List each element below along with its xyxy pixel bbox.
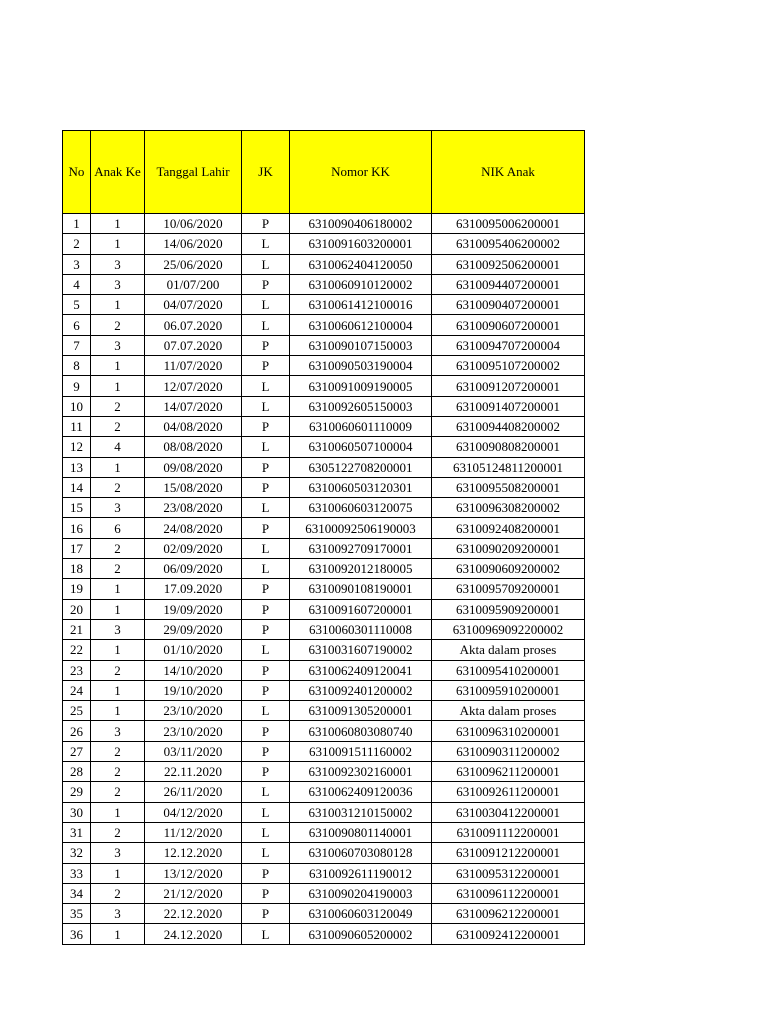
cell-nomor-kk: 6310091305200001: [290, 701, 432, 721]
cell-no: 20: [63, 599, 91, 619]
header-tanggal-lahir: Tanggal Lahir: [145, 131, 242, 214]
cell-jk: P: [242, 619, 290, 639]
cell-no: 36: [63, 924, 91, 944]
cell-jk: L: [242, 538, 290, 558]
cell-anak-ke: 1: [91, 680, 145, 700]
table-row: [63, 396, 585, 416]
header-nomor-kk: Nomor KK: [290, 131, 432, 214]
cell-jk: L: [242, 396, 290, 416]
cell-tanggal-lahir: 15/08/2020: [145, 477, 242, 497]
cell-nomor-kk: 6310060503120301: [290, 477, 432, 497]
cell-jk: L: [242, 701, 290, 721]
table-row: [63, 701, 585, 721]
cell-tanggal-lahir: 23/08/2020: [145, 498, 242, 518]
cell-tanggal-lahir: 24.12.2020: [145, 924, 242, 944]
cell-nik-anak: 6310091207200001: [432, 376, 585, 396]
cell-no: 33: [63, 863, 91, 883]
cell-tanggal-lahir: 08/08/2020: [145, 437, 242, 457]
table-row: [63, 234, 585, 254]
cell-anak-ke: 1: [91, 295, 145, 315]
cell-nik-anak: 6310090311200002: [432, 741, 585, 761]
table-row: [63, 214, 585, 234]
cell-nomor-kk: 6310060612100004: [290, 315, 432, 335]
cell-anak-ke: 1: [91, 802, 145, 822]
cell-nik-anak: 6310091407200001: [432, 396, 585, 416]
cell-jk: L: [242, 498, 290, 518]
cell-tanggal-lahir: 10/06/2020: [145, 214, 242, 234]
cell-anak-ke: 1: [91, 457, 145, 477]
table-row: [63, 924, 585, 944]
cell-nik-anak: 6310090609200002: [432, 559, 585, 579]
cell-tanggal-lahir: 04/12/2020: [145, 802, 242, 822]
header-row: [63, 131, 585, 214]
cell-nomor-kk: 6310092401200002: [290, 680, 432, 700]
table-row: [63, 559, 585, 579]
cell-jk: P: [242, 274, 290, 294]
table-row: [63, 782, 585, 802]
cell-no: 3: [63, 254, 91, 274]
table-row: [63, 376, 585, 396]
cell-nik-anak: 6310092408200001: [432, 518, 585, 538]
cell-tanggal-lahir: 22.12.2020: [145, 904, 242, 924]
cell-nik-anak: 6310095006200001: [432, 214, 585, 234]
cell-nik-anak: 6310090407200001: [432, 295, 585, 315]
table-row: [63, 660, 585, 680]
cell-anak-ke: 2: [91, 762, 145, 782]
cell-no: 1: [63, 214, 91, 234]
cell-anak-ke: 2: [91, 477, 145, 497]
table-row: [63, 822, 585, 842]
cell-tanggal-lahir: 24/08/2020: [145, 518, 242, 538]
cell-nomor-kk: 63100092506190003: [290, 518, 432, 538]
cell-no: 22: [63, 640, 91, 660]
table-row: [63, 315, 585, 335]
cell-anak-ke: 3: [91, 721, 145, 741]
cell-no: 26: [63, 721, 91, 741]
cell-no: 21: [63, 619, 91, 639]
cell-nik-anak: 6310095508200001: [432, 477, 585, 497]
cell-nik-anak: 6310094408200002: [432, 416, 585, 436]
cell-anak-ke: 1: [91, 599, 145, 619]
cell-anak-ke: 3: [91, 843, 145, 863]
table-header: [63, 131, 585, 214]
cell-nomor-kk: 6310090108190001: [290, 579, 432, 599]
cell-nomor-kk: 6310060603120049: [290, 904, 432, 924]
cell-no: 14: [63, 477, 91, 497]
cell-jk: L: [242, 802, 290, 822]
cell-jk: L: [242, 376, 290, 396]
cell-anak-ke: 1: [91, 234, 145, 254]
cell-no: 34: [63, 883, 91, 903]
cell-nomor-kk: 6310090605200002: [290, 924, 432, 944]
cell-nik-anak: Akta dalam proses: [432, 701, 585, 721]
table-row: [63, 599, 585, 619]
table-row: [63, 619, 585, 639]
cell-anak-ke: 2: [91, 883, 145, 903]
cell-no: 18: [63, 559, 91, 579]
header-jk: JK: [242, 131, 290, 214]
cell-jk: L: [242, 559, 290, 579]
cell-anak-ke: 1: [91, 640, 145, 660]
cell-anak-ke: 1: [91, 356, 145, 376]
cell-nik-anak: 6310030412200001: [432, 802, 585, 822]
cell-anak-ke: 2: [91, 782, 145, 802]
table-row: [63, 904, 585, 924]
cell-anak-ke: 1: [91, 376, 145, 396]
cell-nik-anak: 6310091212200001: [432, 843, 585, 863]
cell-tanggal-lahir: 02/09/2020: [145, 538, 242, 558]
cell-tanggal-lahir: 19/10/2020: [145, 680, 242, 700]
cell-anak-ke: 3: [91, 904, 145, 924]
header-anak-ke: Anak Ke: [91, 131, 145, 214]
cell-anak-ke: 2: [91, 660, 145, 680]
cell-jk: L: [242, 295, 290, 315]
table-row: [63, 680, 585, 700]
cell-no: 16: [63, 518, 91, 538]
cell-nik-anak: 6310095312200001: [432, 863, 585, 883]
cell-nik-anak: 6310091112200001: [432, 822, 585, 842]
cell-nik-anak: 63105124811200001: [432, 457, 585, 477]
cell-nik-anak: 6310094707200004: [432, 335, 585, 355]
header-no: No: [63, 131, 91, 214]
data-table: [62, 130, 585, 945]
cell-nik-anak: 6310090808200001: [432, 437, 585, 457]
cell-anak-ke: 4: [91, 437, 145, 457]
cell-nomor-kk: 6310060301110008: [290, 619, 432, 639]
cell-nik-anak: 6310096308200002: [432, 498, 585, 518]
cell-no: 19: [63, 579, 91, 599]
table-row: [63, 721, 585, 741]
cell-nomor-kk: 6310060603120075: [290, 498, 432, 518]
cell-tanggal-lahir: 26/11/2020: [145, 782, 242, 802]
cell-jk: L: [242, 843, 290, 863]
cell-anak-ke: 2: [91, 396, 145, 416]
cell-nik-anak: 6310096212200001: [432, 904, 585, 924]
cell-tanggal-lahir: 11/07/2020: [145, 356, 242, 376]
cell-nomor-kk: 6310061412100016: [290, 295, 432, 315]
cell-tanggal-lahir: 04/08/2020: [145, 416, 242, 436]
table-row: [63, 498, 585, 518]
cell-jk: P: [242, 416, 290, 436]
cell-tanggal-lahir: 23/10/2020: [145, 721, 242, 741]
cell-anak-ke: 3: [91, 254, 145, 274]
cell-tanggal-lahir: 01/10/2020: [145, 640, 242, 660]
cell-no: 9: [63, 376, 91, 396]
table-row: [63, 295, 585, 315]
table-row: [63, 254, 585, 274]
cell-tanggal-lahir: 03/11/2020: [145, 741, 242, 761]
cell-tanggal-lahir: 13/12/2020: [145, 863, 242, 883]
cell-no: 13: [63, 457, 91, 477]
cell-nomor-kk: 6310091511160002: [290, 741, 432, 761]
cell-no: 25: [63, 701, 91, 721]
cell-tanggal-lahir: 06/09/2020: [145, 559, 242, 579]
table-row: [63, 883, 585, 903]
cell-no: 35: [63, 904, 91, 924]
cell-no: 2: [63, 234, 91, 254]
cell-tanggal-lahir: 14/06/2020: [145, 234, 242, 254]
cell-jk: P: [242, 477, 290, 497]
cell-no: 30: [63, 802, 91, 822]
cell-anak-ke: 3: [91, 498, 145, 518]
cell-jk: P: [242, 904, 290, 924]
cell-no: 10: [63, 396, 91, 416]
table-row: [63, 579, 585, 599]
cell-no: 27: [63, 741, 91, 761]
cell-no: 28: [63, 762, 91, 782]
cell-jk: L: [242, 234, 290, 254]
cell-jk: P: [242, 762, 290, 782]
cell-nomor-kk: 6310060507100004: [290, 437, 432, 457]
cell-nomor-kk: 6310092605150003: [290, 396, 432, 416]
table-row: [63, 741, 585, 761]
cell-tanggal-lahir: 17.09.2020: [145, 579, 242, 599]
cell-nomor-kk: 6310060601110009: [290, 416, 432, 436]
cell-no: 29: [63, 782, 91, 802]
cell-nomor-kk: 6310090801140001: [290, 822, 432, 842]
cell-tanggal-lahir: 22.11.2020: [145, 762, 242, 782]
cell-nomor-kk: 6310060803080740: [290, 721, 432, 741]
cell-jk: P: [242, 518, 290, 538]
cell-jk: L: [242, 782, 290, 802]
cell-tanggal-lahir: 09/08/2020: [145, 457, 242, 477]
table-row: [63, 457, 585, 477]
cell-nomor-kk: 6310062409120036: [290, 782, 432, 802]
cell-tanggal-lahir: 29/09/2020: [145, 619, 242, 639]
cell-tanggal-lahir: 19/09/2020: [145, 599, 242, 619]
cell-no: 6: [63, 315, 91, 335]
cell-jk: P: [242, 214, 290, 234]
cell-no: 7: [63, 335, 91, 355]
cell-nik-anak: 6310090209200001: [432, 538, 585, 558]
table-row: [63, 640, 585, 660]
cell-nomor-kk: 6310092709170001: [290, 538, 432, 558]
table-row: [63, 437, 585, 457]
cell-no: 11: [63, 416, 91, 436]
cell-tanggal-lahir: 01/07/200: [145, 274, 242, 294]
cell-jk: L: [242, 640, 290, 660]
cell-jk: L: [242, 822, 290, 842]
table-row: [63, 843, 585, 863]
cell-tanggal-lahir: 12.12.2020: [145, 843, 242, 863]
cell-no: 23: [63, 660, 91, 680]
cell-jk: P: [242, 741, 290, 761]
table-row: [63, 335, 585, 355]
table-row: [63, 356, 585, 376]
cell-jk: P: [242, 883, 290, 903]
cell-nomor-kk: 6310090503190004: [290, 356, 432, 376]
cell-jk: P: [242, 680, 290, 700]
cell-tanggal-lahir: 23/10/2020: [145, 701, 242, 721]
cell-nomor-kk: 6310031607190002: [290, 640, 432, 660]
cell-nomor-kk: 6310092611190012: [290, 863, 432, 883]
cell-anak-ke: 2: [91, 559, 145, 579]
cell-nik-anak: 6310092611200001: [432, 782, 585, 802]
table-row: [63, 518, 585, 538]
cell-nomor-kk: 6310060910120002: [290, 274, 432, 294]
cell-jk: L: [242, 315, 290, 335]
cell-anak-ke: 1: [91, 214, 145, 234]
cell-anak-ke: 3: [91, 274, 145, 294]
cell-tanggal-lahir: 21/12/2020: [145, 883, 242, 903]
cell-nomor-kk: 6310062404120050: [290, 254, 432, 274]
cell-anak-ke: 2: [91, 538, 145, 558]
cell-jk: P: [242, 335, 290, 355]
cell-anak-ke: 2: [91, 315, 145, 335]
table-row: [63, 416, 585, 436]
cell-nik-anak: 6310096112200001: [432, 883, 585, 903]
cell-nik-anak: 6310095709200001: [432, 579, 585, 599]
cell-nik-anak: 6310095107200002: [432, 356, 585, 376]
cell-jk: P: [242, 579, 290, 599]
table-row: [63, 538, 585, 558]
cell-anak-ke: 1: [91, 579, 145, 599]
cell-no: 4: [63, 274, 91, 294]
cell-nomor-kk: 6310090204190003: [290, 883, 432, 903]
cell-nomor-kk: 6310092012180005: [290, 559, 432, 579]
cell-nik-anak: 6310092412200001: [432, 924, 585, 944]
cell-nik-anak: 6310096310200001: [432, 721, 585, 741]
cell-no: 8: [63, 356, 91, 376]
cell-jk: P: [242, 721, 290, 741]
cell-nomor-kk: 6310092302160001: [290, 762, 432, 782]
cell-jk: P: [242, 599, 290, 619]
cell-jk: L: [242, 437, 290, 457]
table-body: [63, 214, 585, 945]
cell-jk: L: [242, 254, 290, 274]
cell-anak-ke: 6: [91, 518, 145, 538]
cell-nomor-kk: 6310090406180002: [290, 214, 432, 234]
cell-no: 17: [63, 538, 91, 558]
cell-anak-ke: 2: [91, 741, 145, 761]
cell-nomor-kk: 6310091603200001: [290, 234, 432, 254]
cell-tanggal-lahir: 12/07/2020: [145, 376, 242, 396]
cell-tanggal-lahir: 14/10/2020: [145, 660, 242, 680]
cell-nomor-kk: 6310062409120041: [290, 660, 432, 680]
cell-anak-ke: 3: [91, 619, 145, 639]
header-nik-anak: NIK Anak: [432, 131, 585, 214]
cell-nomor-kk: 6310090107150003: [290, 335, 432, 355]
table-row: [63, 274, 585, 294]
cell-nik-anak: 6310094407200001: [432, 274, 585, 294]
cell-anak-ke: 1: [91, 701, 145, 721]
cell-nik-anak: 6310095909200001: [432, 599, 585, 619]
cell-nomor-kk: 6310060703080128: [290, 843, 432, 863]
cell-anak-ke: 2: [91, 822, 145, 842]
cell-tanggal-lahir: 06.07.2020: [145, 315, 242, 335]
cell-jk: P: [242, 356, 290, 376]
cell-nik-anak: 63100969092200002: [432, 619, 585, 639]
cell-anak-ke: 2: [91, 416, 145, 436]
cell-nik-anak: 6310092506200001: [432, 254, 585, 274]
cell-tanggal-lahir: 07.07.2020: [145, 335, 242, 355]
cell-nik-anak: 6310090607200001: [432, 315, 585, 335]
cell-nik-anak: 6310096211200001: [432, 762, 585, 782]
cell-tanggal-lahir: 14/07/2020: [145, 396, 242, 416]
cell-nomor-kk: 6310091607200001: [290, 599, 432, 619]
cell-no: 12: [63, 437, 91, 457]
cell-no: 32: [63, 843, 91, 863]
cell-tanggal-lahir: 25/06/2020: [145, 254, 242, 274]
cell-no: 24: [63, 680, 91, 700]
table-row: [63, 762, 585, 782]
table-row: [63, 802, 585, 822]
cell-anak-ke: 1: [91, 924, 145, 944]
cell-jk: P: [242, 863, 290, 883]
cell-no: 15: [63, 498, 91, 518]
cell-no: 31: [63, 822, 91, 842]
cell-nomor-kk: 6310091009190005: [290, 376, 432, 396]
cell-anak-ke: 3: [91, 335, 145, 355]
cell-anak-ke: 1: [91, 863, 145, 883]
cell-nik-anak: 6310095406200002: [432, 234, 585, 254]
cell-nik-anak: Akta dalam proses: [432, 640, 585, 660]
cell-nik-anak: 6310095410200001: [432, 660, 585, 680]
table-row: [63, 863, 585, 883]
cell-nomor-kk: 6310031210150002: [290, 802, 432, 822]
cell-jk: L: [242, 924, 290, 944]
cell-nomor-kk: 6305122708200001: [290, 457, 432, 477]
cell-nik-anak: 6310095910200001: [432, 680, 585, 700]
cell-jk: P: [242, 457, 290, 477]
cell-tanggal-lahir: 11/12/2020: [145, 822, 242, 842]
cell-tanggal-lahir: 04/07/2020: [145, 295, 242, 315]
cell-no: 5: [63, 295, 91, 315]
table-row: [63, 477, 585, 497]
cell-jk: P: [242, 660, 290, 680]
